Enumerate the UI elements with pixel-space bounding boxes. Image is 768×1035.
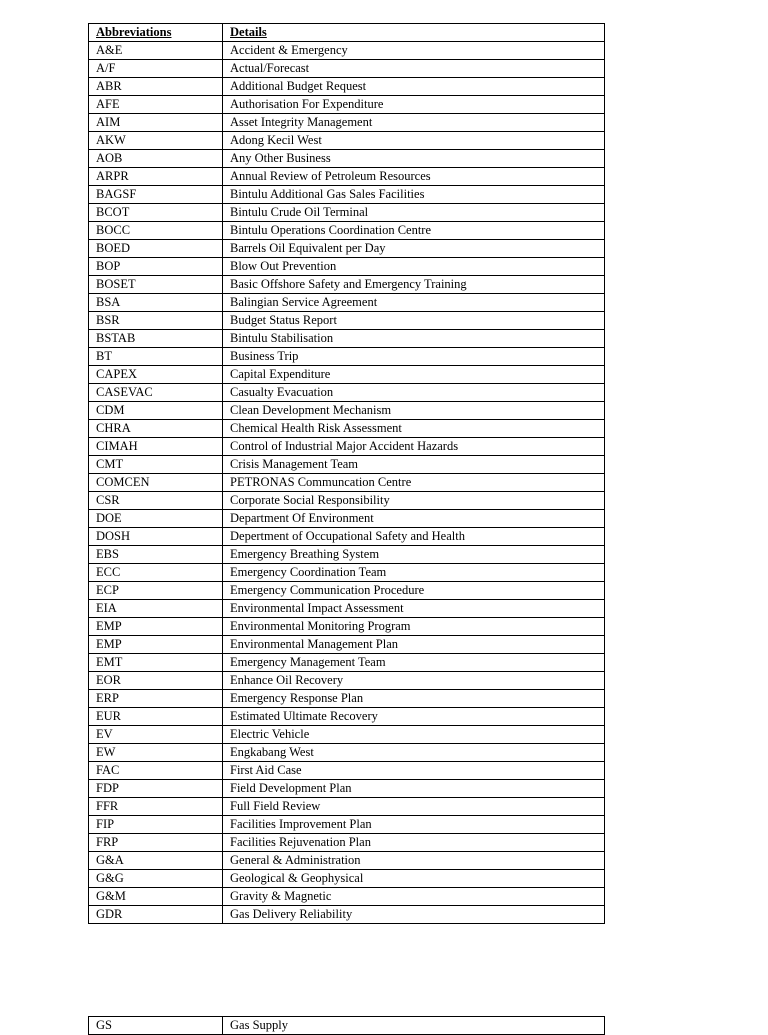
details-cell: Emergency Communication Procedure — [223, 582, 605, 600]
abbreviation-cell: AFE — [89, 96, 223, 114]
table-row — [89, 834, 605, 852]
details-cell: Additional Budget Request — [223, 78, 605, 96]
abbreviation-cell: G&M — [89, 888, 223, 906]
details-cell: Field Development Plan — [223, 780, 605, 798]
table-row — [89, 492, 605, 510]
table-row — [89, 744, 605, 762]
table-row — [89, 762, 605, 780]
abbreviation-cell: EOR — [89, 672, 223, 690]
details-cell: Corporate Social Responsibility — [223, 492, 605, 510]
abbreviation-cell: CASEVAC — [89, 384, 223, 402]
table-row — [89, 294, 605, 312]
table-row — [89, 276, 605, 294]
table-row — [89, 852, 605, 870]
table-row — [89, 96, 605, 114]
table-row — [89, 636, 605, 654]
table-row — [89, 600, 605, 618]
abbreviation-cell: BSTAB — [89, 330, 223, 348]
details-cell: Actual/Forecast — [223, 60, 605, 78]
abbreviation-cell: BT — [89, 348, 223, 366]
abbreviation-cell: ECP — [89, 582, 223, 600]
details-cell: Geological & Geophysical — [223, 870, 605, 888]
table-row — [89, 222, 605, 240]
continued-table-body — [89, 1017, 605, 1035]
table-row — [89, 708, 605, 726]
table-row — [89, 726, 605, 744]
details-cell: Environmental Impact Assessment — [223, 600, 605, 618]
details-cell: Emergency Management Team — [223, 654, 605, 672]
details-cell: Any Other Business — [223, 150, 605, 168]
details-cell: Budget Status Report — [223, 312, 605, 330]
abbreviation-cell: BCOT — [89, 204, 223, 222]
abbreviation-cell: BSR — [89, 312, 223, 330]
abbreviation-cell: BOED — [89, 240, 223, 258]
table-row — [89, 78, 605, 96]
table-body — [89, 42, 605, 924]
details-cell: Clean Development Mechanism — [223, 402, 605, 420]
abbreviation-cell: ABR — [89, 78, 223, 96]
abbreviation-cell: G&A — [89, 852, 223, 870]
table-row — [89, 888, 605, 906]
details-cell: Casualty Evacuation — [223, 384, 605, 402]
table-row — [89, 528, 605, 546]
abbreviation-cell: FFR — [89, 798, 223, 816]
table-row — [89, 132, 605, 150]
abbreviation-cell: GS — [89, 1017, 223, 1035]
table-row — [89, 348, 605, 366]
abbreviation-cell: DOSH — [89, 528, 223, 546]
abbreviation-cell: FRP — [89, 834, 223, 852]
abbreviation-cell: BAGSF — [89, 186, 223, 204]
abbreviation-cell: EV — [89, 726, 223, 744]
abbreviation-cell: BOP — [89, 258, 223, 276]
table-row — [89, 420, 605, 438]
abbreviation-cell: FDP — [89, 780, 223, 798]
table-row — [89, 168, 605, 186]
table-row — [89, 384, 605, 402]
abbreviation-cell: FAC — [89, 762, 223, 780]
details-cell: Depertment of Occupational Safety and Health — [223, 528, 605, 546]
details-cell: Capital Expenditure — [223, 366, 605, 384]
abbreviation-cell: ERP — [89, 690, 223, 708]
abbreviation-cell: AOB — [89, 150, 223, 168]
details-cell: Facilities Rejuvenation Plan — [223, 834, 605, 852]
table-row — [89, 150, 605, 168]
details-cell: Accident & Emergency — [223, 42, 605, 60]
details-cell: Blow Out Prevention — [223, 258, 605, 276]
abbreviation-cell: EMT — [89, 654, 223, 672]
header-details: Details — [223, 24, 605, 42]
details-cell: Facilities Improvement Plan — [223, 816, 605, 834]
details-cell: Asset Integrity Management — [223, 114, 605, 132]
details-cell: Bintulu Additional Gas Sales Facilities — [223, 186, 605, 204]
details-cell: Gas Supply — [223, 1017, 605, 1035]
details-cell: PETRONAS Communcation Centre — [223, 474, 605, 492]
details-cell: Electric Vehicle — [223, 726, 605, 744]
abbreviation-cell: BSA — [89, 294, 223, 312]
table-row — [89, 186, 605, 204]
details-cell: Barrels Oil Equivalent per Day — [223, 240, 605, 258]
details-cell: General & Administration — [223, 852, 605, 870]
table-row — [89, 510, 605, 528]
table-row — [89, 366, 605, 384]
table-row — [89, 564, 605, 582]
details-cell: Control of Industrial Major Accident Hazards — [223, 438, 605, 456]
abbreviation-cell: EW — [89, 744, 223, 762]
details-cell: Annual Review of Petroleum Resources — [223, 168, 605, 186]
abbreviation-cell: G&G — [89, 870, 223, 888]
table-row — [89, 780, 605, 798]
details-cell: Environmental Management Plan — [223, 636, 605, 654]
details-cell: Enhance Oil Recovery — [223, 672, 605, 690]
table-row — [89, 654, 605, 672]
abbreviation-cell: COMCEN — [89, 474, 223, 492]
details-cell: Adong Kecil West — [223, 132, 605, 150]
details-cell: Department Of Environment — [223, 510, 605, 528]
abbreviation-cell: CMT — [89, 456, 223, 474]
table-row — [89, 816, 605, 834]
abbreviation-cell: FIP — [89, 816, 223, 834]
table-row — [89, 618, 605, 636]
table-row — [89, 546, 605, 564]
header-abbreviations: Abbreviations — [89, 24, 223, 42]
table-header-row — [89, 24, 605, 42]
table-row — [89, 114, 605, 132]
table-row — [89, 870, 605, 888]
abbreviation-cell: BOSET — [89, 276, 223, 294]
table-row — [89, 1017, 605, 1035]
abbreviation-cell: BOCC — [89, 222, 223, 240]
abbreviation-cell: AKW — [89, 132, 223, 150]
abbreviation-cell: EMP — [89, 618, 223, 636]
table-row — [89, 312, 605, 330]
details-cell: Authorisation For Expenditure — [223, 96, 605, 114]
table-row — [89, 240, 605, 258]
table-row — [89, 60, 605, 78]
abbreviation-cell: EMP — [89, 636, 223, 654]
details-cell: Basic Offshore Safety and Emergency Training — [223, 276, 605, 294]
table-row — [89, 798, 605, 816]
details-cell: First Aid Case — [223, 762, 605, 780]
table-row — [89, 42, 605, 60]
abbreviation-cell: A&E — [89, 42, 223, 60]
details-cell: Bintulu Operations Coordination Centre — [223, 222, 605, 240]
table-row — [89, 204, 605, 222]
details-cell: Chemical Health Risk Assessment — [223, 420, 605, 438]
table-row — [89, 690, 605, 708]
abbreviation-cell: ARPR — [89, 168, 223, 186]
continued-table — [88, 1016, 605, 1035]
abbreviation-cell: CDM — [89, 402, 223, 420]
table-row — [89, 438, 605, 456]
abbreviation-cell: EBS — [89, 546, 223, 564]
details-cell: Emergency Coordination Team — [223, 564, 605, 582]
details-cell: Business Trip — [223, 348, 605, 366]
abbreviation-cell: EIA — [89, 600, 223, 618]
abbreviation-cell: DOE — [89, 510, 223, 528]
table-row — [89, 672, 605, 690]
details-cell: Gas Delivery Reliability — [223, 906, 605, 924]
abbreviation-cell: CAPEX — [89, 366, 223, 384]
table-row — [89, 456, 605, 474]
abbreviation-cell: GDR — [89, 906, 223, 924]
details-cell: Full Field Review — [223, 798, 605, 816]
abbreviation-cell: CHRA — [89, 420, 223, 438]
details-cell: Balingian Service Agreement — [223, 294, 605, 312]
abbreviation-cell: CIMAH — [89, 438, 223, 456]
details-cell: Crisis Management Team — [223, 456, 605, 474]
abbreviation-cell: CSR — [89, 492, 223, 510]
abbreviation-cell: A/F — [89, 60, 223, 78]
table-row — [89, 258, 605, 276]
abbreviation-cell: EUR — [89, 708, 223, 726]
details-cell: Emergency Breathing System — [223, 546, 605, 564]
details-cell: Environmental Monitoring Program — [223, 618, 605, 636]
details-cell: Bintulu Stabilisation — [223, 330, 605, 348]
table-row — [89, 582, 605, 600]
abbreviation-cell: ECC — [89, 564, 223, 582]
details-cell: Estimated Ultimate Recovery — [223, 708, 605, 726]
details-cell: Gravity & Magnetic — [223, 888, 605, 906]
table-row — [89, 330, 605, 348]
abbreviations-table — [88, 23, 605, 924]
abbreviation-cell: AIM — [89, 114, 223, 132]
details-cell: Bintulu Crude Oil Terminal — [223, 204, 605, 222]
details-cell: Engkabang West — [223, 744, 605, 762]
table-row — [89, 402, 605, 420]
table-row — [89, 474, 605, 492]
table-row — [89, 906, 605, 924]
details-cell: Emergency Response Plan — [223, 690, 605, 708]
